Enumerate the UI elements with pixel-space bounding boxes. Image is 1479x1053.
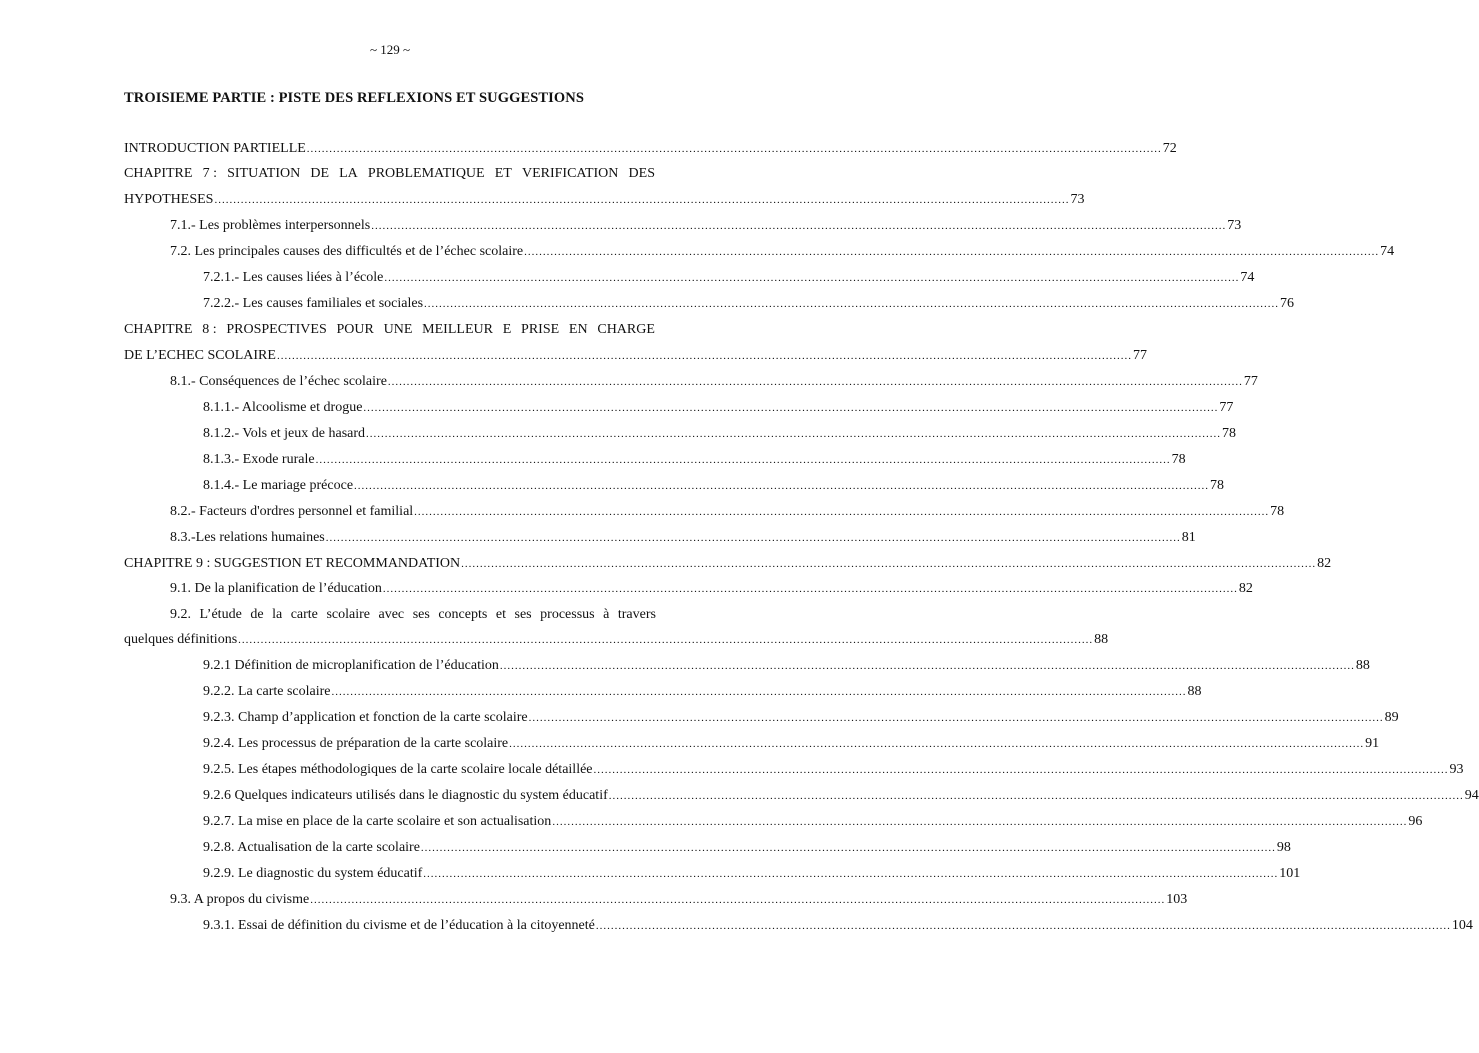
leader-dots: .................................................................................................................................................................................................................................... (371, 220, 1227, 232)
toc-label: 9.2.5. Les étapes méthodologiques de la carte scolaire locale détaillée (203, 762, 593, 777)
word: 7 : (202, 166, 217, 181)
leader-dots: .................................................................................................................................................................................................................................... (325, 532, 1181, 544)
word: MEILLEUR (422, 322, 493, 337)
word: UNE (383, 322, 413, 337)
toc-page: 72 (1162, 141, 1177, 156)
leader-dots: .................................................................................................................................................................................................................................... (499, 660, 1355, 672)
toc-entry-chapter-8[interactable] (124, 346, 1147, 366)
toc-entry-7-2-2[interactable] (203, 294, 1295, 314)
toc-label: 9.2.2. La carte scolaire (203, 684, 331, 699)
toc-entry-9-2-3[interactable] (203, 708, 1399, 728)
word: EN (568, 322, 588, 337)
toc-entry-9-2-9[interactable] (203, 864, 1301, 884)
word: E (502, 322, 512, 337)
toc-page: 81 (1181, 530, 1196, 545)
toc-label: quelques définitions (124, 632, 238, 647)
toc-label: 9.3.1. Essai de définition du civisme et de l’éducation à la citoyenneté (203, 918, 595, 933)
toc-page: 88 (1094, 632, 1109, 647)
leader-dots: .................................................................................................................................................................................................................................... (387, 376, 1243, 388)
toc-label: 8.1.4.- Le mariage précoce (203, 478, 354, 493)
leader-dots: .................................................................................................................................................................................................................................... (593, 764, 1449, 776)
toc-entry-9-3[interactable] (170, 890, 1188, 910)
word: scolaire (326, 607, 370, 622)
toc-entry-7-1[interactable] (170, 216, 1242, 236)
word: avec (378, 607, 405, 622)
toc-label: 8.1.1.- Alcoolisme et drogue (203, 400, 363, 415)
leader-dots: .................................................................................................................................................................................................................................... (306, 143, 1162, 155)
toc-entry-8-2[interactable] (170, 502, 1285, 522)
toc-entry-9-3-1[interactable] (203, 916, 1473, 936)
word: PROSPECTIVES (226, 322, 327, 337)
word: la (272, 607, 283, 622)
word: DES (628, 166, 655, 181)
toc-label: 7.2. Les principales causes des difficultés et de l’échec scolaire (170, 244, 524, 259)
toc-page: 77 (1132, 348, 1147, 363)
leader-dots: .................................................................................................................................................................................................................................... (461, 558, 1317, 570)
leader-dots: .................................................................................................................................................................................................................................... (423, 868, 1279, 880)
toc-entry-9-2-6[interactable] (203, 786, 1479, 806)
toc-page: 82 (1238, 581, 1253, 596)
toc-entry-9-2-line1[interactable] (170, 605, 656, 625)
toc-label: 8.2.- Facteurs d'ordres personnel et familial (170, 504, 414, 519)
word: et (495, 607, 506, 622)
leader-dots: .................................................................................................................................................................................................................................... (424, 298, 1280, 310)
word: ses (412, 607, 430, 622)
toc-entry-chapter-9[interactable] (124, 554, 1332, 574)
word: SITUATION (227, 166, 301, 181)
leader-dots: .................................................................................................................................................................................................................................... (420, 842, 1276, 854)
toc-entry-9-2-4[interactable] (203, 734, 1380, 754)
toc-entry-intro[interactable] (124, 139, 1177, 159)
toc-label: HYPOTHESES (124, 192, 214, 207)
toc-page: 74 (1380, 244, 1395, 259)
toc-page: 93 (1449, 762, 1464, 777)
toc-label: 9.2.1 Définition de microplanification de l’éducation (203, 658, 499, 673)
leader-dots: .................................................................................................................................................................................................................................... (524, 246, 1380, 258)
word: travers (617, 607, 656, 622)
toc-page: 94 (1464, 788, 1479, 803)
toc-entry-9-1[interactable] (170, 579, 1253, 599)
toc-label: 8.1.2.- Vols et jeux de hasard (203, 426, 366, 441)
leader-dots: .................................................................................................................................................................................................................................... (384, 272, 1240, 284)
toc-page: 73 (1227, 218, 1242, 233)
word: ses (514, 607, 532, 622)
toc-page: 78 (1210, 478, 1225, 493)
toc-label: 9.2.9. Le diagnostic du system éducatif (203, 866, 423, 881)
leader-dots: .................................................................................................................................................................................................................................... (552, 816, 1408, 828)
toc-entry-8-1-1[interactable] (203, 398, 1234, 418)
toc-label: 8.3.-Les relations humaines (170, 530, 325, 545)
toc-label: 8.1.3.- Exode rurale (203, 452, 315, 467)
leader-dots: .................................................................................................................................................................................................................................... (595, 920, 1451, 932)
toc-chapter-8-line1[interactable] (124, 320, 655, 340)
toc-page: 96 (1408, 814, 1423, 829)
toc-page: 78 (1171, 452, 1186, 467)
toc-entry-7-2-1[interactable] (203, 268, 1255, 288)
leader-dots: .................................................................................................................................................................................................................................... (238, 634, 1094, 646)
toc-label: 8.1.- Conséquences de l’échec scolaire (170, 374, 387, 389)
word: 9.2. (170, 607, 191, 622)
toc-label: 7.2.2.- Les causes familiales et sociales (203, 296, 424, 311)
word: PROBLEMATIQUE (367, 166, 485, 181)
word: LA (339, 166, 358, 181)
toc-entry-8-1-3[interactable] (203, 450, 1186, 470)
toc-page: 91 (1365, 736, 1380, 751)
leader-dots: .................................................................................................................................................................................................................................... (363, 402, 1219, 414)
word: à (603, 607, 610, 622)
toc-label: 9.3. A propos du civisme (170, 892, 310, 907)
toc-label: CHAPITRE 9 : SUGGESTION ET RECOMMANDATION (124, 556, 461, 571)
toc-entry-9-2-2[interactable] (203, 682, 1202, 702)
toc-page: 103 (1166, 892, 1188, 907)
word: POUR (336, 322, 374, 337)
toc-label: INTRODUCTION PARTIELLE (124, 141, 306, 156)
word: concepts (438, 607, 488, 622)
toc-label: 9.2.7. La mise en place de la carte scolaire et son actualisation (203, 814, 552, 829)
toc-page: 78 (1222, 426, 1237, 441)
leader-dots: .................................................................................................................................................................................................................................... (366, 428, 1222, 440)
toc-page: 98 (1276, 840, 1291, 855)
word: CHARGE (597, 322, 655, 337)
leader-dots: .................................................................................................................................................................................................................................... (331, 686, 1187, 698)
toc-entry-8-1[interactable] (170, 372, 1258, 392)
toc-entry-9-2-1[interactable] (203, 656, 1370, 676)
word: DE (310, 166, 329, 181)
toc-entry-9-2-8[interactable] (203, 838, 1291, 858)
leader-dots: .................................................................................................................................................................................................................................... (354, 480, 1210, 492)
toc-label: DE L’ECHEC SCOLAIRE (124, 348, 276, 363)
toc-entry-8-1-2[interactable] (203, 424, 1237, 444)
toc-page: 77 (1243, 374, 1258, 389)
leader-dots: .................................................................................................................................................................................................................................... (414, 506, 1270, 518)
toc-entry-7-2[interactable] (170, 242, 1395, 262)
toc-page: 88 (1187, 684, 1202, 699)
toc-page: 88 (1355, 658, 1370, 673)
toc-page: 82 (1317, 556, 1332, 571)
word: processus (540, 607, 595, 622)
toc-entry-9-2-5[interactable] (203, 760, 1464, 780)
toc-label: 7.1.- Les problèmes interpersonnels (170, 218, 371, 233)
word: 8 : (202, 322, 217, 337)
toc-label: 9.1. De la planification de l’éducation (170, 581, 382, 596)
toc-label: 9.2.4. Les processus de préparation de la carte scolaire (203, 736, 509, 751)
toc-page: 74 (1240, 270, 1255, 285)
word: VERIFICATION (521, 166, 619, 181)
word: PRISE (521, 322, 560, 337)
word: CHAPITRE (124, 322, 193, 337)
toc-page: 104 (1451, 918, 1473, 933)
leader-dots: .................................................................................................................................................................................................................................... (608, 790, 1464, 802)
toc-page: 76 (1280, 296, 1295, 311)
leader-dots: .................................................................................................................................................................................................................................... (509, 738, 1365, 750)
toc-entry-8-1-4[interactable] (203, 476, 1225, 496)
toc-entry-8-3[interactable] (170, 528, 1196, 548)
part-title: TROISIEME PARTIE : PISTE DES REFLEXIONS ET SUGGESTIONS (124, 90, 585, 106)
word: CHAPITRE (124, 166, 193, 181)
toc-page: 77 (1219, 400, 1234, 415)
toc-page: 89 (1384, 710, 1399, 725)
word: carte (290, 607, 318, 622)
toc-entry-chapter-7[interactable] (124, 190, 1085, 210)
toc-page: 101 (1279, 866, 1301, 881)
leader-dots: .................................................................................................................................................................................................................................... (214, 194, 1070, 206)
toc-label: 9.2.6 Quelques indicateurs utilisés dans le diagnostic du system éducatif (203, 788, 608, 803)
word: de (250, 607, 264, 622)
word: ET (494, 166, 512, 181)
leader-dots: .................................................................................................................................................................................................................................... (382, 583, 1238, 595)
toc-entry-9-2[interactable] (124, 630, 1109, 650)
toc-label: 9.2.8. Actualisation de la carte scolaire (203, 840, 420, 855)
leader-dots: .................................................................................................................................................................................................................................... (528, 712, 1384, 724)
toc-page: 78 (1270, 504, 1285, 519)
page-number: ~ 129 ~ (369, 42, 411, 57)
toc-label: 9.2.3. Champ d’application et fonction de la carte scolaire (203, 710, 528, 725)
leader-dots: .................................................................................................................................................................................................................................... (276, 350, 1132, 362)
toc-page: 73 (1070, 192, 1085, 207)
toc-entry-9-2-7[interactable] (203, 812, 1423, 832)
word: L’étude (199, 607, 242, 622)
leader-dots: .................................................................................................................................................................................................................................... (310, 894, 1166, 906)
toc-label: 7.2.1.- Les causes liées à l’école (203, 270, 384, 285)
toc-chapter-7-line1[interactable] (124, 164, 655, 184)
leader-dots: .................................................................................................................................................................................................................................... (315, 454, 1171, 466)
